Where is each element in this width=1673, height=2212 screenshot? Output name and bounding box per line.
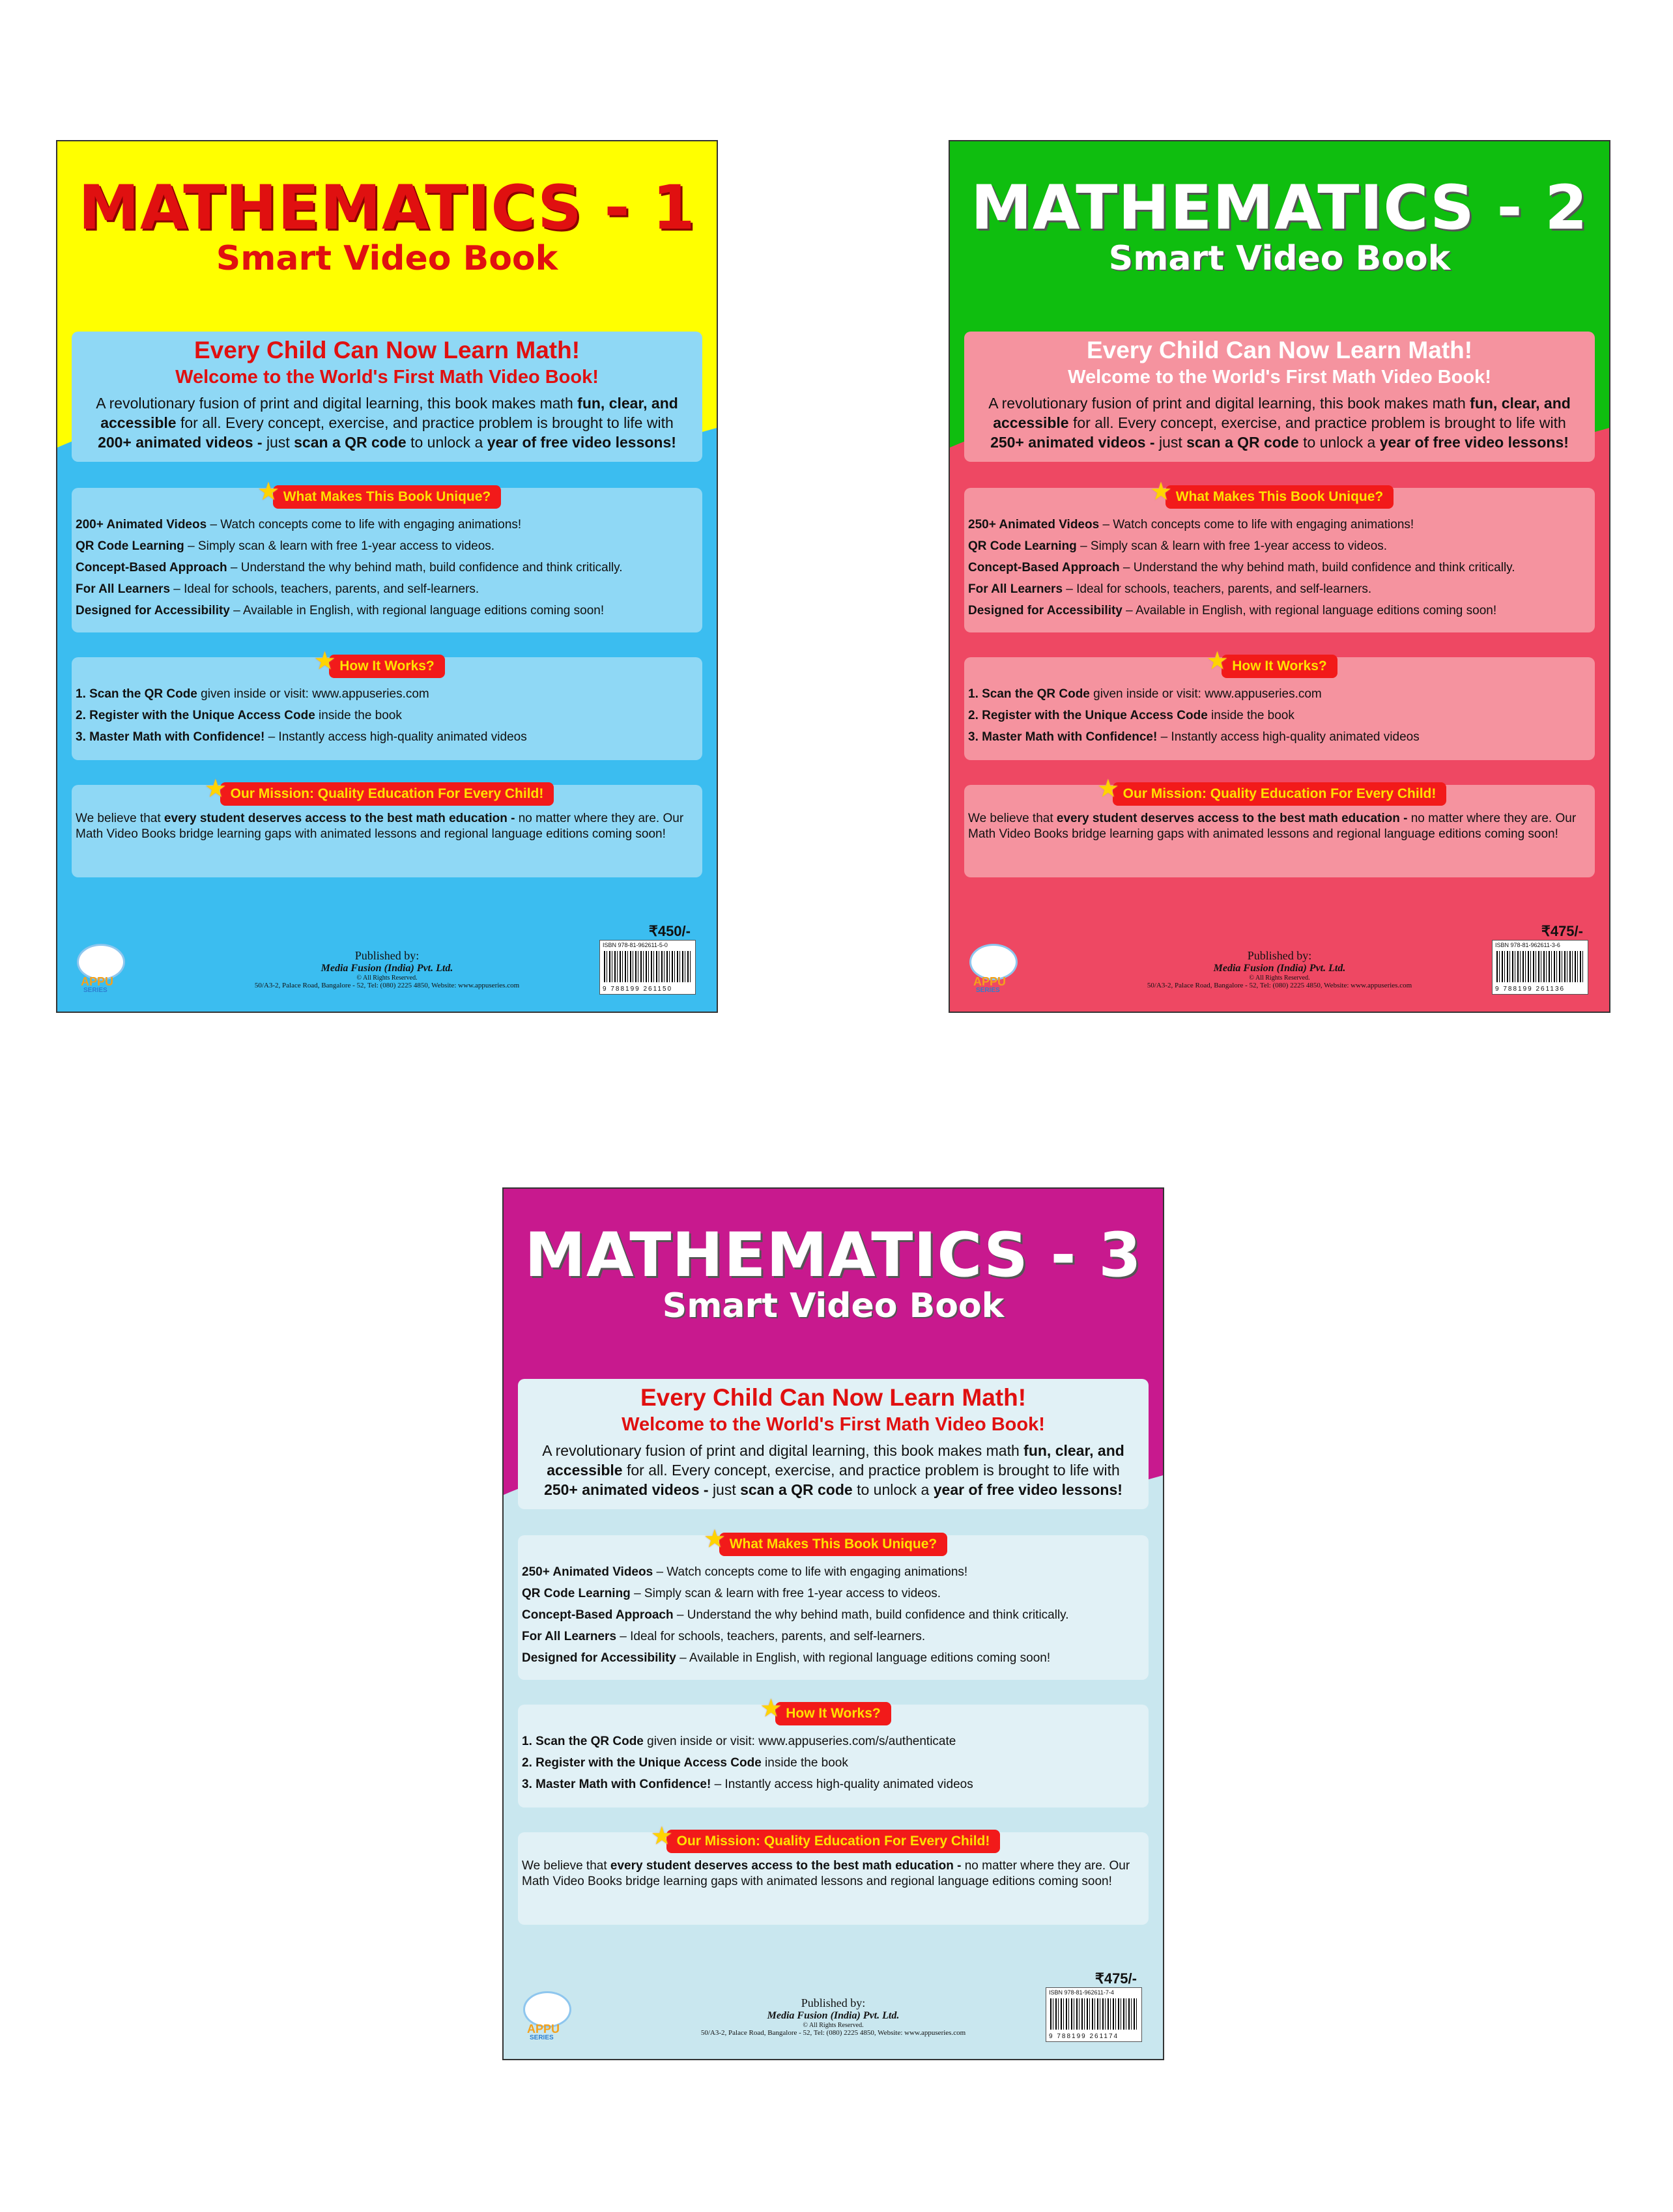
book-title: MATHEMATICS - 2 xyxy=(971,173,1588,244)
intro-paragraph: A revolutionary fusion of print and digital learning, this book makes math fun, clear, and accessible for all. Every concept, exercise, and practice problem is brought to life with 250+ animated videos - just scan a QR code to unlock a year of free video lessons! xyxy=(988,395,1571,451)
publisher-name: Media Fusion (India) Pvt. Ltd. xyxy=(767,2010,900,2021)
unique-features-panel xyxy=(518,1527,1149,1680)
how-it-works-label: ★ How It Works? xyxy=(1222,655,1337,678)
unique-features-label: ★ What Makes This Book Unique? xyxy=(1165,485,1394,509)
intro-panel xyxy=(964,332,1595,462)
feature-item: 250+ Animated Videos – Watch concepts come to life with engaging animations! xyxy=(968,518,1414,532)
intro-panel xyxy=(72,332,702,462)
step-item: 3. Master Math with Confidence! – Instantly access high-quality animated videos xyxy=(76,730,527,744)
step-item: 3. Master Math with Confidence! – Instantly access high-quality animated videos xyxy=(968,730,1420,744)
step-item: 2. Register with the Unique Access Code inside the book xyxy=(76,709,402,722)
feature-item: Concept-Based Approach – Understand the why behind math, build confidence and think critically. xyxy=(522,1608,1069,1622)
mission-text: We believe that every student deserves access to the best math education - no matter where they are. Our Math Video Books bridge learning gaps with animated lessons and regional language editions coming soon! xyxy=(522,1859,1130,1888)
appu-series-logo: APPU SERIES xyxy=(519,1991,574,2043)
book-title: MATHEMATICS - 3 xyxy=(524,1220,1142,1291)
feature-item: Concept-Based Approach – Understand the why behind math, build confidence and think critically. xyxy=(968,561,1515,574)
barcode-bars xyxy=(1496,951,1584,982)
intro-subheading: Welcome to the World's First Math Video Book! xyxy=(175,367,599,388)
star-icon: ★ xyxy=(761,1696,781,1721)
publisher-name: Media Fusion (India) Pvt. Ltd. xyxy=(321,963,453,974)
star-icon: ★ xyxy=(704,1527,725,1552)
isbn-barcode: ISBN 978-81-962611-5-0 9 788199 261150 xyxy=(599,940,696,995)
book-subtitle: Smart Video Book xyxy=(662,1286,1005,1326)
appu-series-logo: APPU SERIES xyxy=(965,944,1020,996)
feature-item: For All Learners – Ideal for schools, teachers, parents, and self-learners. xyxy=(76,582,479,596)
intro-panel xyxy=(518,1379,1149,1509)
price-label: ₹475/- xyxy=(1541,923,1583,939)
feature-item: 200+ Animated Videos – Watch concepts come to life with engaging animations! xyxy=(76,518,522,532)
book-title: MATHEMATICS - 1 xyxy=(78,173,696,244)
price-label: ₹450/- xyxy=(648,923,691,939)
publisher-address: 50/A3-2, Palace Road, Bangalore - 52, Tel: (080) 2225 4850, Website: www.appuseries.com xyxy=(1147,982,1412,989)
step-item: 1. Scan the QR Code given inside or visit: www.appuseries.com xyxy=(76,687,429,701)
unique-features-label: ★ What Makes This Book Unique? xyxy=(273,485,502,509)
unique-features-panel xyxy=(72,479,702,632)
how-it-works-label: ★ How It Works? xyxy=(775,1702,891,1725)
intro-paragraph: A revolutionary fusion of print and digital learning, this book makes math fun, clear, and accessible for all. Every concept, exercise, and practice problem is brought to life with 200+ animated videos - just scan a QR code to unlock a year of free video lessons! xyxy=(96,395,678,451)
star-icon: ★ xyxy=(1098,776,1119,801)
how-it-works-label: ★ How It Works? xyxy=(329,655,444,678)
isbn-barcode: ISBN 978-81-962611-3-6 9 788199 261136 xyxy=(1492,940,1588,995)
isbn-barcode: ISBN 978-81-962611-7-4 9 788199 261174 xyxy=(1046,1987,1142,2042)
unique-features-label: ★ What Makes This Book Unique? xyxy=(719,1533,948,1556)
feature-item: Designed for Accessibility – Available in English, with regional language editions coming soon! xyxy=(968,604,1497,617)
star-icon: ★ xyxy=(1207,649,1227,674)
star-icon: ★ xyxy=(258,479,279,504)
publisher-block: Published by: Media Fusion (India) Pvt. Ltd. © All Rights Reserved. 50/A3-2, Palace Road, Bangalore - 52, Tel: (080) 2225 4850, Website: www.appuseries.com xyxy=(57,949,717,989)
step-item: 2. Register with the Unique Access Code inside the book xyxy=(522,1756,848,1770)
step-item: 3. Master Math with Confidence! – Instantly access high-quality animated videos xyxy=(522,1778,973,1791)
mission-panel xyxy=(72,776,702,877)
feature-item: 250+ Animated Videos – Watch concepts come to life with engaging animations! xyxy=(522,1565,968,1579)
price-label: ₹475/- xyxy=(1094,1970,1137,1987)
mission-text: We believe that every student deserves access to the best math education - no matter where they are. Our Math Video Books bridge learning gaps with animated lessons and regional language editions coming soon! xyxy=(76,812,684,841)
feature-item: QR Code Learning – Simply scan & learn with free 1-year access to videos. xyxy=(522,1587,941,1600)
intro-subheading: Welcome to the World's First Math Video Book! xyxy=(1068,367,1491,388)
star-icon: ★ xyxy=(315,649,335,674)
intro-heading: Every Child Can Now Learn Math! xyxy=(193,337,580,363)
mission-label: ★ Our Mission: Quality Education For Every Child! xyxy=(220,782,554,806)
feature-item: Designed for Accessibility – Available in English, with regional language editions coming soon! xyxy=(76,604,605,617)
mission-panel xyxy=(518,1824,1149,1925)
book-cover-1 xyxy=(56,140,718,1013)
book-subtitle: Smart Video Book xyxy=(1108,239,1451,278)
star-icon: ★ xyxy=(205,776,226,801)
book-subtitle: Smart Video Book xyxy=(216,239,558,278)
feature-item: Concept-Based Approach – Understand the why behind math, build confidence and think critically. xyxy=(76,561,623,574)
publisher-block: Published by: Media Fusion (India) Pvt. Ltd. © All Rights Reserved. 50/A3-2, Palace Road, Bangalore - 52, Tel: (080) 2225 4850, Website: www.appuseries.com xyxy=(504,1996,1163,2037)
intro-subheading: Welcome to the World's First Math Video Book! xyxy=(622,1414,1045,1435)
star-icon: ★ xyxy=(651,1824,672,1849)
how-it-works-panel xyxy=(72,649,702,760)
publisher-block: Published by: Media Fusion (India) Pvt. Ltd. © All Rights Reserved. 50/A3-2, Palace Road, Bangalore - 52, Tel: (080) 2225 4850, Website: www.appuseries.com xyxy=(950,949,1609,989)
book-cover-2 xyxy=(949,140,1610,1013)
feature-item: Designed for Accessibility – Available in English, with regional language editions coming soon! xyxy=(522,1651,1051,1665)
publisher-address: 50/A3-2, Palace Road, Bangalore - 52, Tel: (080) 2225 4850, Website: www.appuseries.com xyxy=(700,2029,966,2037)
appu-series-logo: APPU SERIES xyxy=(73,944,128,996)
step-item: 1. Scan the QR Code given inside or visit: www.appuseries.com xyxy=(968,687,1322,701)
how-it-works-panel xyxy=(964,649,1595,760)
star-icon: ★ xyxy=(1151,479,1171,504)
mission-panel xyxy=(964,776,1595,877)
feature-item: For All Learners – Ideal for schools, teachers, parents, and self-learners. xyxy=(522,1630,926,1643)
unique-features-panel xyxy=(964,479,1595,632)
barcode-bars xyxy=(604,951,691,982)
barcode-bars xyxy=(1050,1998,1137,2030)
publisher-name: Media Fusion (India) Pvt. Ltd. xyxy=(1213,963,1346,974)
book-cover-3 xyxy=(502,1187,1164,2060)
intro-heading: Every Child Can Now Learn Math! xyxy=(640,1384,1027,1411)
intro-heading: Every Child Can Now Learn Math! xyxy=(1086,337,1473,363)
step-item: 2. Register with the Unique Access Code inside the book xyxy=(968,709,1294,722)
mission-label: ★ Our Mission: Quality Education For Every Child! xyxy=(1113,782,1447,806)
feature-item: QR Code Learning – Simply scan & learn with free 1-year access to videos. xyxy=(968,539,1388,553)
mission-text: We believe that every student deserves access to the best math education - no matter where they are. Our Math Video Books bridge learning gaps with animated lessons and regional language editions coming soon! xyxy=(968,812,1577,841)
how-it-works-panel xyxy=(518,1696,1149,1808)
step-item: 1. Scan the QR Code given inside or visit: www.appuseries.com/s/authenticate xyxy=(522,1735,956,1748)
feature-item: QR Code Learning – Simply scan & learn with free 1-year access to videos. xyxy=(76,539,495,553)
intro-paragraph: A revolutionary fusion of print and digital learning, this book makes math fun, clear, and accessible for all. Every concept, exercise, and practice problem is brought to life with 250+ animated videos - just scan a QR code to unlock a year of free video lessons! xyxy=(542,1442,1124,1498)
publisher-address: 50/A3-2, Palace Road, Bangalore - 52, Tel: (080) 2225 4850, Website: www.appuseries.com xyxy=(254,982,520,989)
feature-item: For All Learners – Ideal for schools, teachers, parents, and self-learners. xyxy=(968,582,1372,596)
mission-label: ★ Our Mission: Quality Education For Every Child! xyxy=(666,1830,1001,1853)
